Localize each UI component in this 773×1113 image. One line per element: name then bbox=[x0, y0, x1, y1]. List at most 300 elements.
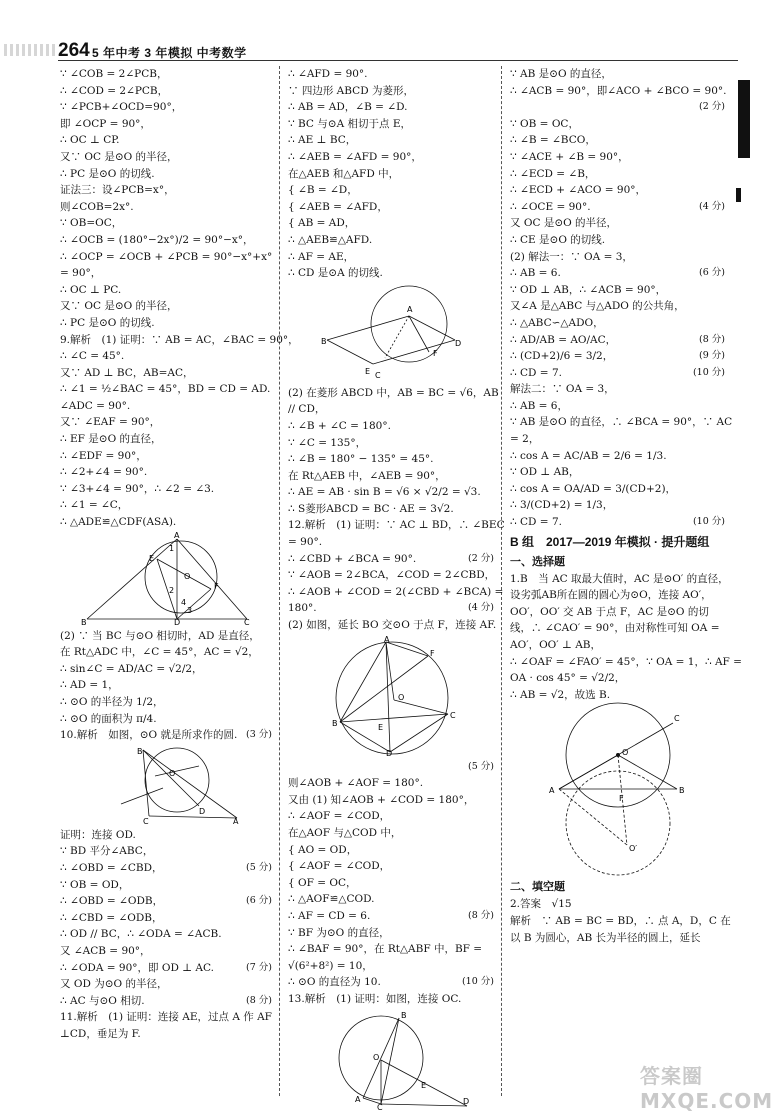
text-line bbox=[510, 249, 725, 266]
text-line bbox=[60, 149, 272, 166]
text-line bbox=[510, 620, 725, 637]
text-line bbox=[60, 398, 272, 415]
solution-block bbox=[510, 896, 731, 946]
line-text: ∵ OB=OC， bbox=[60, 217, 123, 230]
fig-label: A bbox=[174, 530, 180, 540]
text-line bbox=[510, 332, 725, 349]
text-line bbox=[288, 825, 494, 842]
text-line bbox=[510, 381, 725, 398]
fig-label: E bbox=[421, 1080, 427, 1090]
text-line bbox=[288, 484, 494, 501]
line-text: 又∵ ∠EAF = 90°， bbox=[60, 416, 161, 429]
line-text: ∴ ∠AFD = 90°. bbox=[288, 68, 368, 80]
text-line bbox=[60, 628, 272, 645]
text-line bbox=[510, 265, 725, 282]
text-line bbox=[288, 875, 494, 892]
line-text: ∵ OD ⊥ AB，∴ ∠ACB = 90°， bbox=[510, 283, 667, 296]
fig-label: D bbox=[174, 617, 181, 627]
text-line bbox=[60, 514, 272, 531]
fig-label: F bbox=[433, 348, 438, 358]
fig-label: A bbox=[384, 634, 390, 644]
line-text: ∴ ∠OCP = ∠OCB + ∠PCB = 90°−x°+x° bbox=[60, 250, 273, 263]
score-mark: (10 分) bbox=[692, 516, 725, 528]
text-line bbox=[288, 925, 494, 942]
text-line bbox=[288, 66, 494, 83]
fig-label: D bbox=[386, 748, 393, 758]
line-text: { AO = OD， bbox=[288, 843, 358, 856]
fig-label: D bbox=[455, 338, 462, 348]
fig-label: O bbox=[621, 748, 628, 758]
score-mark: (5 分) bbox=[246, 861, 272, 873]
text-line bbox=[510, 348, 725, 365]
line-text: ∴ ∠1 = ∠C， bbox=[60, 499, 129, 512]
text-line bbox=[510, 464, 725, 481]
figure-B1 bbox=[543, 705, 693, 875]
line-text: ∴ ∠OCE = 90°. bbox=[510, 200, 591, 213]
line-text: 则∠COB=2x°. bbox=[60, 200, 134, 213]
text-line bbox=[510, 199, 725, 216]
text-line bbox=[288, 908, 494, 925]
text-line bbox=[60, 282, 272, 299]
text-line bbox=[510, 298, 725, 315]
page-number: 264 bbox=[58, 40, 90, 61]
fig-label: O′ bbox=[628, 844, 637, 854]
line-text: OA · cos 45° = √2/2， bbox=[510, 672, 626, 685]
line-text: ∵ BD 平分∠ABC， bbox=[60, 845, 154, 858]
text-line bbox=[510, 930, 725, 947]
book-title: 5 年中考 3 年模拟 中考数学 bbox=[92, 46, 247, 60]
line-text: ∴ ∠AOF = ∠COD， bbox=[288, 810, 391, 823]
text-line bbox=[510, 687, 725, 704]
line-text: ∴ AE = AB · sin B = √6 × √2/2 = √3. bbox=[288, 486, 481, 499]
line-text: ∴ AC 与⊙O 相切. bbox=[60, 994, 145, 1007]
line-text: ∴ AF = CD = 6. bbox=[288, 909, 371, 922]
line-text: ∴ ∠BAF = 90°，在 Rt△ABF 中，BF = bbox=[288, 943, 483, 956]
fig-label: O bbox=[184, 571, 191, 581]
text-line bbox=[60, 860, 272, 877]
line-text: ∴ ∠AOB + ∠COD = 2(∠CBD + ∠BCA) = bbox=[288, 585, 504, 598]
text-line bbox=[288, 418, 494, 435]
fig-label: B bbox=[137, 746, 143, 756]
text-line bbox=[510, 448, 725, 465]
line-text: ∴ ∠CBD = ∠ODB， bbox=[60, 911, 163, 924]
line-text: 2.答案 √15 bbox=[510, 898, 572, 911]
text-line bbox=[60, 99, 272, 116]
text-line bbox=[60, 348, 272, 365]
line-text: 在△AOF 与△COD 中， bbox=[288, 827, 402, 839]
line-text: 又∵ OC 是⊙O 的半径， bbox=[60, 300, 178, 313]
text-line bbox=[60, 677, 272, 694]
line-text: ∴ (CD+2)/6 = 3/2， bbox=[510, 350, 614, 363]
fig-label: 1 bbox=[169, 543, 175, 553]
line-text: ∴ ∠ECD + ∠ACO = 90°， bbox=[510, 184, 647, 197]
line-text: = 90°， bbox=[60, 267, 102, 280]
text-line bbox=[60, 694, 272, 711]
line-text: 11.解析 (1) 证明：连接 AE，过点 A 作 AF bbox=[60, 1011, 272, 1024]
line-text: 即 ∠OCP = 90°， bbox=[60, 117, 151, 130]
line-text: ∴ ∠2+∠4 = 90°. bbox=[60, 466, 148, 479]
text-line bbox=[60, 661, 272, 678]
line-text: ∴ AB = √2，故选 B. bbox=[510, 688, 611, 701]
line-text: ∴ ∠OCB = (180°−2x°)/2 = 90°−x°， bbox=[60, 233, 254, 246]
line-text: 解法二：∵ OA = 3， bbox=[510, 383, 615, 396]
text-line bbox=[510, 514, 725, 531]
text-line bbox=[60, 66, 272, 83]
line-text: ∴ AB = 6. bbox=[510, 267, 561, 280]
fig-label: B bbox=[401, 1010, 407, 1020]
subsection-heading: 一、选择题 bbox=[510, 555, 565, 568]
fig-label: E bbox=[378, 722, 384, 732]
line-text: ∴ ∠1 = ½∠BAC = 45°，BD = CD = AD. bbox=[60, 383, 271, 396]
line-text: ∴ 3/(CD+2) = 1/3， bbox=[510, 499, 614, 512]
text-line bbox=[288, 941, 494, 958]
text-line bbox=[288, 974, 494, 991]
line-text: (2) 解法一：∵ OA = 3， bbox=[510, 250, 633, 263]
line-text: ∵ ∠AOB = 2∠BCA，∠COD = 2∠CBD， bbox=[288, 569, 496, 582]
fig-label: C bbox=[143, 816, 149, 826]
score-mark: (8 分) bbox=[699, 333, 725, 345]
line-text: ∴ ⊙O 的直径为 10. bbox=[288, 976, 381, 989]
line-text: ∴ ∠CBD + ∠BCA = 90°. bbox=[288, 552, 417, 565]
line-text: ∴ cos A = AC/AB = 2/6 = 1/3. bbox=[510, 449, 667, 462]
fig-label: B bbox=[81, 617, 87, 627]
text-line bbox=[510, 215, 725, 232]
text-line bbox=[288, 166, 494, 183]
line-text: 180°. bbox=[288, 602, 317, 615]
text-line bbox=[288, 567, 494, 584]
line-text: 又∠A 是△ABC 与△ADO 的公共角， bbox=[510, 300, 685, 313]
solution-block bbox=[60, 66, 299, 531]
text-line bbox=[60, 116, 272, 133]
figure-9 bbox=[81, 530, 251, 627]
line-text: ∵ ∠3+∠4 = 90°，∴ ∠2 = ∠3. bbox=[60, 482, 215, 495]
line-text: ∵ BC 与⊙A 相切于点 E， bbox=[288, 117, 412, 130]
fig-label: O bbox=[398, 692, 405, 702]
text-line bbox=[60, 83, 272, 100]
text-line bbox=[60, 215, 272, 232]
fig-label: B bbox=[321, 336, 327, 346]
text-line bbox=[60, 877, 272, 894]
line-text: ∴ AB = AD，∠B = ∠D. bbox=[288, 101, 408, 114]
line-text: 13.解析 (1) 证明：如图，连接 OC. bbox=[288, 992, 462, 1005]
text-line bbox=[510, 587, 725, 604]
line-text: ∴ ⊙O 的面积为 π/4. bbox=[60, 712, 157, 725]
text-line bbox=[288, 451, 494, 468]
header-rule bbox=[58, 60, 738, 61]
text-line bbox=[510, 481, 725, 498]
fig-label: C bbox=[673, 714, 680, 724]
score-mark: (4 分) bbox=[468, 602, 494, 614]
text-line bbox=[510, 637, 725, 654]
line-text: ∴ ∠B = 180° − 135° = 45°. bbox=[288, 453, 434, 466]
line-text: ∴ ∠B = ∠BCO， bbox=[510, 134, 596, 147]
line-text: ∵ ∠ACE + ∠B = 90°， bbox=[510, 150, 629, 163]
text-line bbox=[510, 166, 725, 183]
text-line bbox=[288, 265, 494, 282]
line-text: ∵ OB = OD， bbox=[60, 878, 130, 891]
line-text: 在△AEB 和△AFD 中， bbox=[288, 167, 400, 180]
line-text: 又 OD 为⊙O 的半径， bbox=[60, 978, 168, 991]
text-line bbox=[60, 960, 272, 977]
page-edge-mark bbox=[736, 188, 741, 202]
fig-label: B bbox=[332, 718, 338, 728]
text-line bbox=[510, 670, 725, 687]
line-text: 又 OC 是⊙O 的半径， bbox=[510, 217, 618, 230]
text-line bbox=[288, 958, 494, 975]
text-line bbox=[510, 414, 733, 431]
text-line bbox=[288, 759, 494, 776]
solution-block bbox=[510, 66, 733, 531]
line-text: 则∠AOB + ∠AOF = 180°. bbox=[288, 777, 424, 790]
text-line bbox=[510, 66, 725, 83]
line-text: ∵ OD ⊥ AB， bbox=[510, 466, 580, 479]
score-mark: (10 分) bbox=[461, 976, 494, 988]
line-text: 9.解析 (1) 证明：∵ AB = AC，∠BAC = 90°， bbox=[60, 333, 299, 346]
text-line bbox=[60, 926, 272, 943]
text-line bbox=[60, 298, 272, 315]
fig-label: F bbox=[618, 794, 624, 804]
solution-block bbox=[60, 827, 272, 1043]
line-text: 以 B 为圆心，AB 长为半径的圆上，延长 bbox=[510, 931, 701, 944]
text-line bbox=[60, 943, 272, 960]
text-line bbox=[60, 993, 272, 1010]
line-text: ∵ BF 为⊙O 的直径， bbox=[288, 926, 390, 939]
line-text: 又由 (1) 知∠AOB + ∠COD = 180°， bbox=[288, 793, 475, 806]
text-line bbox=[510, 99, 725, 116]
text-line bbox=[288, 792, 494, 809]
score-mark: (3 分) bbox=[246, 729, 272, 741]
line-text: = 2， bbox=[510, 433, 540, 446]
fig-label: 2 bbox=[169, 585, 175, 595]
fig-label: C bbox=[375, 370, 381, 380]
line-text: ∴ △AOF≌△COD. bbox=[288, 893, 375, 906]
fig-label: O bbox=[169, 768, 176, 778]
solution-block bbox=[60, 727, 272, 744]
line-text: ∴ ∠ECD = ∠B， bbox=[510, 167, 596, 180]
score-mark: (6 分) bbox=[699, 267, 725, 279]
figure-12 bbox=[316, 636, 466, 756]
text-line bbox=[510, 497, 725, 514]
text-line bbox=[60, 332, 299, 349]
line-text: 在 Rt△AEB 中，∠AEB = 90°， bbox=[288, 469, 446, 482]
line-text: { ∠AEB = ∠AFD， bbox=[288, 200, 388, 213]
line-text: = 90°. bbox=[288, 536, 323, 549]
column-1 bbox=[60, 66, 299, 1043]
text-line bbox=[510, 913, 731, 930]
text-line bbox=[60, 315, 272, 332]
text-line bbox=[288, 232, 494, 249]
text-line bbox=[288, 501, 494, 518]
text-line bbox=[60, 365, 272, 382]
line-text: 解析 ∵ AB = BC = BD，∴ 点 A，D，C 在 bbox=[510, 914, 731, 927]
text-line bbox=[60, 497, 272, 514]
text-line bbox=[288, 584, 504, 601]
text-line bbox=[288, 385, 499, 402]
text-line bbox=[288, 199, 494, 216]
fig-label: D bbox=[463, 1096, 470, 1106]
line-text: ∴ ∠C = 45°. bbox=[60, 350, 125, 363]
line-text: 又 ∠ACB = 90°， bbox=[60, 944, 151, 957]
line-text: { ∠AOF = ∠COD， bbox=[288, 860, 391, 873]
text-line bbox=[288, 534, 494, 551]
text-line bbox=[288, 468, 494, 485]
line-text: ∴ sin∠C = AD/AC = √2/2， bbox=[60, 662, 203, 675]
text-line bbox=[288, 775, 494, 792]
line-text: ∴ PC 是⊙O 的切线. bbox=[60, 167, 155, 180]
line-text: √(6²+8²) = 10， bbox=[288, 959, 373, 972]
line-text: ∵ OB = OC， bbox=[510, 117, 579, 130]
text-line bbox=[510, 83, 725, 100]
line-text: ∴ AB = 6， bbox=[510, 399, 568, 412]
fig-label: E bbox=[365, 366, 371, 376]
header-decoration bbox=[4, 44, 56, 56]
score-mark: (2 分) bbox=[699, 101, 725, 113]
line-text: ∴ △ABC∽△ADO， bbox=[510, 316, 604, 329]
text-line bbox=[60, 1009, 272, 1026]
text-line bbox=[60, 265, 272, 282]
text-line bbox=[510, 365, 725, 382]
line-text: 证法三：设∠PCB=x°， bbox=[60, 184, 175, 197]
text-line bbox=[510, 149, 725, 166]
text-line bbox=[60, 481, 272, 498]
text-line bbox=[510, 282, 725, 299]
line-text: ∴ EF 是⊙O 的直径， bbox=[60, 433, 162, 446]
line-text: ∴ ∠B + ∠C = 180°. bbox=[288, 419, 391, 432]
fig-label: O bbox=[373, 1052, 380, 1062]
figure-11 bbox=[321, 284, 461, 382]
text-line bbox=[288, 808, 494, 825]
text-line bbox=[60, 1026, 272, 1043]
text-line bbox=[60, 727, 272, 744]
text-line bbox=[60, 199, 272, 216]
line-text: (2) 如图，延长 BO 交⊙O 于点 F，连接 AF. bbox=[288, 619, 497, 632]
text-line bbox=[288, 182, 494, 199]
text-line bbox=[60, 166, 272, 183]
watermark: 答案圈 MXQE.COM bbox=[640, 1064, 773, 1113]
text-line bbox=[288, 99, 494, 116]
line-text: ∴ AF = AE， bbox=[288, 250, 355, 263]
text-line bbox=[510, 182, 725, 199]
line-text: (2) ∵ 当 BC 与⊙O 相切时，AD 是直径， bbox=[60, 629, 260, 642]
solution-block bbox=[288, 66, 494, 282]
fig-label: A bbox=[233, 816, 239, 826]
text-line bbox=[510, 654, 742, 671]
line-text: ∴ cos A = OA/AD = 3/(CD+2)， bbox=[510, 482, 677, 495]
line-text: ∴ AD = 1， bbox=[60, 679, 119, 692]
text-line bbox=[288, 83, 494, 100]
text-line bbox=[60, 431, 272, 448]
score-mark: (10 分) bbox=[692, 366, 725, 378]
text-line bbox=[288, 600, 494, 617]
line-text: ∴ OC ⊥ CP. bbox=[60, 134, 120, 147]
score-mark: (7 分) bbox=[246, 961, 272, 973]
solution-block bbox=[60, 628, 272, 728]
fig-label: D bbox=[199, 806, 206, 816]
fig-label: C bbox=[377, 1102, 383, 1112]
line-text: 证明：连接 OD. bbox=[60, 828, 136, 841]
line-text: ∴ ∠OAF = ∠FAO′ = 45°，∵ OA = 1，∴ AF = bbox=[510, 655, 742, 668]
text-line bbox=[288, 991, 494, 1008]
line-text: ∴ CE 是⊙O 的切线. bbox=[510, 233, 606, 246]
line-text: 又∵ AD ⊥ BC，AB=AC， bbox=[60, 366, 194, 379]
line-text: ∵ 四边形 ABCD 为菱形， bbox=[288, 84, 414, 97]
text-line bbox=[288, 842, 494, 859]
text-line bbox=[60, 827, 272, 844]
fig-label: C bbox=[450, 710, 456, 720]
line-text: 10.解析 如图，⊙O 就是所求作的圆. bbox=[60, 729, 238, 742]
column-divider bbox=[501, 66, 502, 1096]
text-line bbox=[60, 464, 272, 481]
text-line bbox=[288, 435, 494, 452]
line-text: ∴ PC 是⊙O 的切线. bbox=[60, 316, 155, 329]
text-line bbox=[60, 132, 272, 149]
line-text: ∴ CD = 7. bbox=[510, 366, 562, 379]
line-text: ∴ ∠OBD = ∠CBD， bbox=[60, 861, 163, 874]
line-text: AO′，OO′ ⊥ AB， bbox=[510, 639, 602, 651]
line-text: ∵ ∠PCB+∠OCD=90°， bbox=[60, 101, 183, 114]
text-line bbox=[510, 398, 725, 415]
line-text: 又∵ OC 是⊙O 的半径， bbox=[60, 150, 178, 163]
fig-label: A bbox=[407, 304, 413, 314]
line-text: // CD， bbox=[288, 403, 326, 416]
text-line bbox=[288, 149, 494, 166]
text-line bbox=[60, 182, 272, 199]
text-line bbox=[510, 232, 725, 249]
text-line bbox=[60, 711, 272, 728]
fig-label: 4 bbox=[181, 597, 187, 607]
line-text: ∵ ∠C = 135°， bbox=[288, 436, 367, 449]
text-line bbox=[288, 401, 494, 418]
line-text: 12.解析 (1) 证明：∵ AC ⊥ BD，∴ ∠BEC bbox=[288, 519, 505, 532]
text-line bbox=[510, 896, 725, 913]
line-text: ∴ ∠COD = 2∠PCB， bbox=[60, 84, 169, 97]
line-text: (2) 在菱形 ABCD 中，AB = BC = √6，AB bbox=[288, 386, 499, 399]
line-text: { OF = OC， bbox=[288, 876, 357, 889]
line-text: ∴ ∠ODA = 90°，即 OD ⊥ AC. bbox=[60, 961, 215, 974]
text-line bbox=[510, 132, 725, 149]
column-3 bbox=[510, 66, 742, 946]
text-line bbox=[60, 843, 272, 860]
text-line bbox=[60, 232, 272, 249]
line-text: ∴ △ADE≌△CDF(ASA). bbox=[60, 516, 177, 529]
score-mark: (9 分) bbox=[699, 350, 725, 362]
fig-label: F bbox=[214, 581, 219, 591]
fig-label: C bbox=[244, 617, 250, 627]
text-line bbox=[288, 215, 494, 232]
line-text: { AB = AD， bbox=[288, 217, 356, 230]
text-line bbox=[510, 604, 725, 621]
line-text: ∴ △AEB≌△AFD. bbox=[288, 233, 373, 246]
line-text: 线，∴ ∠CAO′ = 90°，由对称性可知 OA = bbox=[510, 622, 720, 635]
line-text: ⊥CD，垂足为 F. bbox=[60, 1027, 141, 1040]
text-line bbox=[288, 517, 505, 534]
text-line bbox=[288, 116, 494, 133]
page-header bbox=[0, 0, 750, 62]
line-text: ∴ AD/AB = AO/AC， bbox=[510, 333, 617, 346]
figure-10 bbox=[91, 746, 241, 824]
text-line bbox=[510, 315, 725, 332]
line-text: ∴ OD // BC，∴ ∠ODA = ∠ACB. bbox=[60, 928, 222, 941]
line-text: 设劣弧AB所在圆的圆心为⊙O，连接 AO′， bbox=[510, 589, 712, 602]
text-line bbox=[288, 891, 494, 908]
page-edge-tab bbox=[738, 80, 750, 158]
text-line bbox=[60, 644, 272, 661]
fig-label: B bbox=[678, 786, 684, 796]
line-text: ∴ ∠EDF = 90°， bbox=[60, 449, 147, 462]
line-text: 1.B 当 AC 取最大值时，AC 是⊙O′ 的直径， bbox=[510, 572, 729, 585]
line-text: ∴ ∠OBD = ∠ODB， bbox=[60, 895, 164, 908]
text-line bbox=[60, 448, 272, 465]
